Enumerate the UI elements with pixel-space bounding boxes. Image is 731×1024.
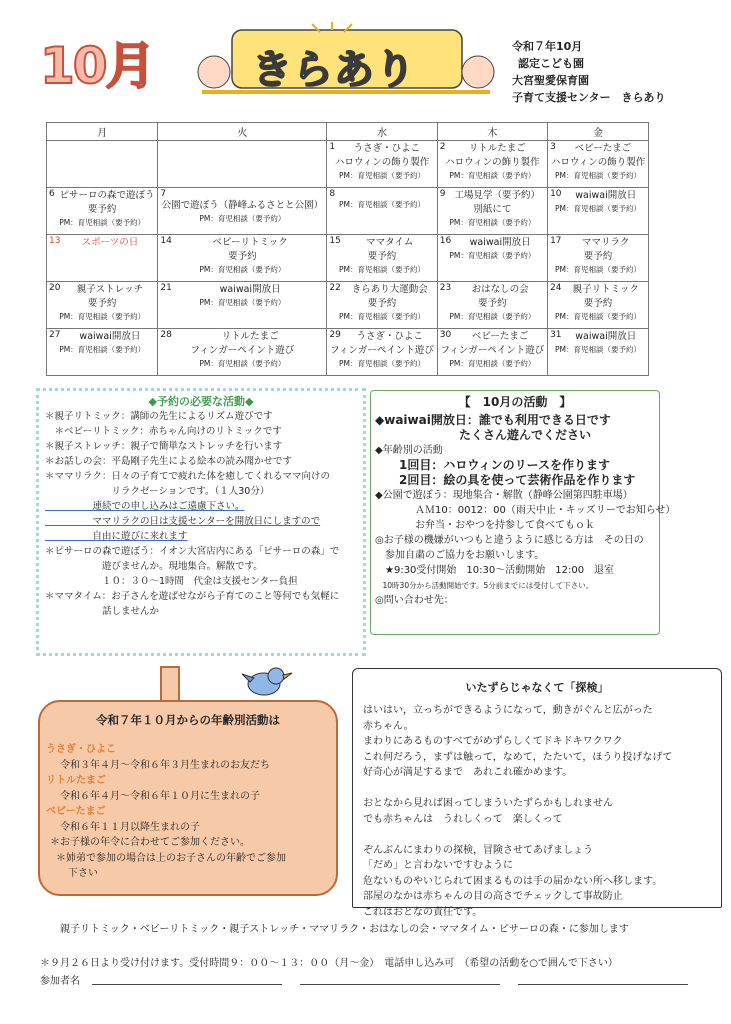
event-title: 親子ストレッチ <box>76 284 144 295</box>
calendar-day-cell <box>47 282 158 329</box>
event-title: うさぎ・ひよこ <box>356 331 424 342</box>
column-line: ぞんぶんにまわりの探検，冒険させてあげましょう <box>363 844 593 856</box>
reservation-title: ◆予約の必要な活動◆ <box>148 395 254 408</box>
column-line: これはおとなの責任です。 <box>363 906 483 918</box>
pm-consultation: PM：育児相談（要予約） <box>199 265 286 274</box>
pm-consultation: PM：育児相談（要予約） <box>449 218 536 227</box>
reservation-line: 話しませんか <box>45 606 160 617</box>
calendar-day-cell <box>437 235 547 282</box>
pm-consultation: PM：育児相談（要予約） <box>555 312 642 321</box>
participant-field[interactable] <box>92 984 282 985</box>
day-number: 14 <box>160 236 172 246</box>
day-header: 火 <box>158 123 327 141</box>
pm-consultation: PM：育児相談（要予約） <box>339 200 426 209</box>
day-number: 21 <box>160 283 172 293</box>
event-title: waiwai開放日 <box>575 331 637 342</box>
event-note: 要予約 <box>87 298 117 309</box>
event-title: リトルたまご <box>468 143 526 154</box>
calendar-day-cell <box>47 235 158 282</box>
calendar-day-cell <box>327 188 437 235</box>
reservation-line: 自由に遊びに来れます <box>45 531 188 542</box>
pm-consultation: PM：育児相談（要予約） <box>555 265 642 274</box>
monthly-line: たくさん遊んでください <box>375 428 592 442</box>
reservation-line: ＊ママリラク：日々の子育てで疲れた体を癒してくれるママ向けの <box>45 471 331 482</box>
calendar-day-cell <box>158 329 327 376</box>
age-note: ＊姉弟で参加の場合は上のお子さんの年齢でご参加 <box>56 852 286 864</box>
reservation-line: ＊親子リトミック：講師の先生によるリズム遊びです <box>45 411 273 422</box>
column-line <box>363 827 672 843</box>
pm-consultation: PM：育児相談（要予約） <box>339 312 426 321</box>
monthly-line: お弁当・おやつを持参して食べてもｏｋ <box>375 520 595 531</box>
header-org1: 認定こども園 <box>518 57 584 70</box>
day-number: 30 <box>439 330 452 340</box>
reservation-line: ＊ママタイム：お子さんを遊ばせながら子育てのこと等何でも気軽に <box>45 591 340 602</box>
calendar-day-cell <box>158 235 327 282</box>
reservation-line: 連続での申し込みはご遠慮下さい。 <box>45 501 245 512</box>
event-title: うさぎ・ひよこ <box>353 143 421 154</box>
pm-consultation: PM：育児相談（要予約） <box>59 218 146 227</box>
participant-label: 参加者名 <box>40 976 80 987</box>
age-sign-title: 令和７年１０月からの年齢別活動は <box>96 713 280 727</box>
pm-consultation: PM：育児相談（要予約） <box>555 204 642 213</box>
event-title: おはなしの会 <box>471 284 529 295</box>
event-note: 要予約 <box>228 251 257 262</box>
calendar-header <box>47 123 649 141</box>
pm-consultation: PM：育児相談（要予約） <box>339 359 426 368</box>
column-line: これ何だろう，まずは触って，なめて，たたいて，ほうり投げなげて <box>363 751 673 763</box>
day-number: 29 <box>329 330 341 340</box>
event-title: スポーツの日 <box>81 237 139 248</box>
calendar-day-cell <box>437 141 547 188</box>
calendar-table <box>46 122 649 376</box>
event-title: waiwai開放日 <box>469 237 531 248</box>
event-title: ママリラク <box>582 237 630 248</box>
monthly-line: ◆公園で遊ぼう：現地集合・解散（静峰公園第四駐車場） <box>375 490 633 501</box>
event-note: フィンガーペイント遊び <box>330 345 434 356</box>
age-group-desc: 令和３年４月～令和６年３月生まれのお友だち <box>60 759 270 771</box>
month-title: 10月 <box>40 37 154 95</box>
event-note: 別紙にて <box>473 204 512 215</box>
reservation-list <box>45 409 339 619</box>
monthly-line: 10時30分から活動開始です。5分前までには受付して下さい。 <box>375 581 594 590</box>
column-title: いたずらじゃなくて「探検」 <box>465 681 609 694</box>
pm-consultation: PM：育児相談（要予約） <box>59 312 146 321</box>
reservation-line: ママリラクの日は支援センターを開放日にしますので <box>45 516 321 527</box>
reservation-line: リラクゼーションです。（１人30分） <box>45 486 270 497</box>
age-group-desc: 令和６年１１月以降生まれの子 <box>60 821 200 833</box>
column-line: 危ないものやいじられて困まるものは手の届かない所へ移します。 <box>363 875 663 887</box>
calendar-day-cell <box>47 329 158 376</box>
day-header: 月 <box>47 123 158 141</box>
column-line: 部屋のなかは赤ちゃんの目の高さでチェックして事故防止 <box>363 891 623 902</box>
age-group-name: ベビーたまご <box>46 806 106 817</box>
column-text <box>363 703 672 920</box>
calendar-week-row <box>47 188 649 235</box>
calendar-day-cell <box>47 188 158 235</box>
reservation-line: ＊ピサーロの森で遊ぼう：イオン大宮店内にある「ピサーロの森」で <box>45 546 340 557</box>
event-title: ベビーたまご <box>471 331 529 342</box>
monthly-line: ◆年齢別の活動 <box>375 445 443 456</box>
calendar-day-cell <box>548 235 649 282</box>
event-note: フィンガーペイント遊び <box>440 345 545 356</box>
day-header: 水 <box>327 123 437 141</box>
header-org2: 大宮聖愛保育園 <box>512 74 589 87</box>
monthly-activities-box <box>370 390 676 635</box>
day-number: 22 <box>329 283 341 293</box>
event-note: 要予約 <box>87 204 117 215</box>
monthly-line: ＡＭ10：0012：00（雨天中止・キッズリーでお知らせ） <box>375 505 676 516</box>
calendar-day-cell <box>548 188 649 235</box>
age-activities-sign <box>38 700 338 896</box>
day-number: 16 <box>439 236 452 246</box>
participant-field[interactable] <box>300 984 500 985</box>
day-number: 20 <box>49 283 61 293</box>
reservation-line: ＊お話しの会：平島剛子先生による絵本の読み聞かせです <box>45 456 293 467</box>
pm-consultation: PM：育児相談（要予約） <box>449 251 536 260</box>
column-line: はいはい，立っちができるようになって，動きがぐんと広がった <box>363 705 653 716</box>
monthly-line: ★9:30受付開始 10:30～活動開始 12:00 退室 <box>375 565 615 576</box>
column-line: 「だめ」と言わないですむように <box>363 860 513 871</box>
column-line: でも赤ちゃんは うれしくって 楽しくって <box>363 813 563 825</box>
event-title: waiwai開放日 <box>219 284 281 295</box>
event-note: 要予約 <box>583 251 613 262</box>
event-title: waiwai開放日 <box>79 331 141 342</box>
day-number: 31 <box>550 330 562 340</box>
event-note: ハロウィンの飾り製作 <box>334 157 430 168</box>
event-title: waiwai開放日 <box>575 190 637 201</box>
reservation-line: 遊びませんか。現地集合。解散です。 <box>45 561 263 572</box>
age-note: 下さい <box>68 868 98 879</box>
pm-consultation: PM：育児相談（要予約） <box>555 171 642 180</box>
day-number: 17 <box>550 236 562 246</box>
event-title: 工場見学（要予約） <box>454 190 541 201</box>
event-title <box>339 189 435 199</box>
calendar-week-row <box>47 282 649 329</box>
footer-notice: ＊９月２６日より受け付けます。受付時間９：００～１３：００（月～金） 電話申し込み可 （希望の活動を○で囲んで下さい） <box>40 958 618 969</box>
monthly-line: 1回目：ハロウィンのリースを作ります <box>375 458 611 472</box>
calendar-day-cell <box>437 188 547 235</box>
day-number: 23 <box>439 283 452 293</box>
day-number: 13 <box>49 236 61 246</box>
event-note: ハロウィンの飾り製作 <box>550 157 646 168</box>
calendar-day-cell <box>158 141 327 188</box>
pm-consultation: PM：育児相談（要予約） <box>199 214 286 223</box>
pm-consultation: PM：育児相談（要予約） <box>449 171 536 180</box>
event-note: 要予約 <box>478 298 507 309</box>
reservation-box <box>36 388 366 656</box>
event-note: 公園で遊ぼう（静峰ふるさとと公園） <box>161 200 324 211</box>
calendar-week-row <box>47 235 649 282</box>
calendar-week-row <box>47 141 649 188</box>
day-number: 3 <box>550 142 556 152</box>
day-number: 28 <box>160 330 172 340</box>
monthly-line: 参加自粛のご協力をお願いします。 <box>375 550 545 561</box>
monthly-title: 【 10月の活動 】 <box>458 395 572 409</box>
calendar-day-cell <box>548 329 649 376</box>
day-number: 7 <box>160 189 167 199</box>
pm-consultation: PM：育児相談（要予約） <box>555 345 642 354</box>
age-sign-body <box>46 742 286 882</box>
calendar-day-cell <box>158 188 327 235</box>
pm-consultation: PM：育児相談（要予約） <box>449 359 536 368</box>
event-title <box>170 189 324 199</box>
reservation-line: ＊ベビーリトミック：赤ちゃん向けのリトミックです <box>45 426 282 437</box>
event-title: 親子リトミック <box>572 284 639 295</box>
calendar-day-cell <box>437 282 547 329</box>
event-title: ベビーリトミック <box>212 237 288 248</box>
calendar-day-cell <box>327 282 437 329</box>
calendar-day-cell <box>548 282 649 329</box>
bird-icon <box>240 660 295 698</box>
pm-consultation: PM：育児相談（要予約） <box>339 265 426 274</box>
title-banner <box>192 22 500 102</box>
header-info <box>512 38 666 106</box>
event-title: ママタイム <box>366 237 414 248</box>
monthly-list <box>375 413 675 608</box>
calendar-day-cell <box>437 329 547 376</box>
monthly-line: ◎問い合わせ先： <box>375 595 454 606</box>
day-number: 24 <box>550 283 562 293</box>
event-title: ピサーロの森で遊ぼう <box>59 190 155 201</box>
event-title: リトルたまご <box>221 331 279 342</box>
column-line: 赤ちゃん。 <box>363 720 414 732</box>
day-header: 木 <box>437 123 547 141</box>
event-note: 要予約 <box>367 251 397 262</box>
participant-field[interactable] <box>518 984 688 985</box>
pm-consultation: PM：育児相談（要予約） <box>449 312 536 321</box>
day-number: 1 <box>329 142 336 152</box>
monthly-line: ◎お子様の機嫌がいつもと違うように感じる方は その日の <box>375 535 644 546</box>
pm-consultation: PM：育児相談（要予約） <box>199 359 286 368</box>
pm-consultation: PM：育児相談（要予約） <box>339 171 426 180</box>
column-line: 好奇心が満足するまで あれこれ確かめます。 <box>363 767 573 778</box>
age-group-name: リトルたまご <box>46 775 106 786</box>
monthly-line: 2回目：絵の具を使って芸術作品を作ります <box>375 473 636 487</box>
event-title: ベビーたまご <box>574 143 632 154</box>
day-number: 15 <box>329 236 341 246</box>
day-number: 6 <box>49 189 55 199</box>
calendar-day-cell <box>548 141 649 188</box>
pm-consultation: PM：育児相談（要予約） <box>59 345 146 354</box>
calendar-day-cell <box>327 235 437 282</box>
header-date: 令和７年10月 <box>512 40 583 53</box>
page-title: きらあり <box>252 47 416 93</box>
event-title: きらあり大運動会 <box>351 284 428 295</box>
day-header: 金 <box>548 123 649 141</box>
column-line: おとなから見れば困ってしまういたずらかもしれません <box>363 798 613 809</box>
calendar-day-cell <box>327 141 437 188</box>
day-number: 2 <box>439 142 446 152</box>
age-group-name: うさぎ・ひよこ <box>46 744 116 755</box>
header-org3: 子育て支援センター きらあり <box>512 91 666 104</box>
pm-consultation: PM：育児相談（要予約） <box>199 298 286 307</box>
reservation-line: １０：３０～1時間 代金は支援センター負担 <box>45 576 298 587</box>
age-note: ＊お子様の年令に合わせてご参加ください。 <box>50 837 250 848</box>
day-number: 10 <box>550 189 562 199</box>
day-number: 27 <box>49 330 61 340</box>
column-book <box>352 668 722 918</box>
event-note: 要予約 <box>583 298 613 309</box>
calendar-day-cell <box>327 329 437 376</box>
reservation-line: ＊親子ストレッチ：親子で簡単なストレッチを行います <box>45 441 283 452</box>
monthly-line: ◆waiwai開放日：誰でも利用できる日です <box>375 413 611 427</box>
calendar-day-cell <box>47 141 158 188</box>
day-number: 9 <box>439 189 446 199</box>
event-note: フィンガーペイント遊び <box>190 345 295 356</box>
age-group-desc: 令和６年４月～令和６年１０月に生まれの子 <box>60 790 260 802</box>
day-number: 8 <box>329 189 336 199</box>
event-note: 要予約 <box>367 298 397 309</box>
calendar-day-cell <box>158 282 327 329</box>
event-note: ハロウィンの飾り製作 <box>445 157 540 168</box>
column-line <box>363 781 672 797</box>
column-line: まわりにあるものすべてがめずらしくてドキドキワクワク <box>363 736 623 747</box>
footer-activities: 親子リトミック・ベビーリトミック・親子ストレッチ・ママリラク・おはなしの会・ママタイム・ピサーロの森・に参加します <box>60 924 629 935</box>
calendar-week-row <box>47 329 649 376</box>
